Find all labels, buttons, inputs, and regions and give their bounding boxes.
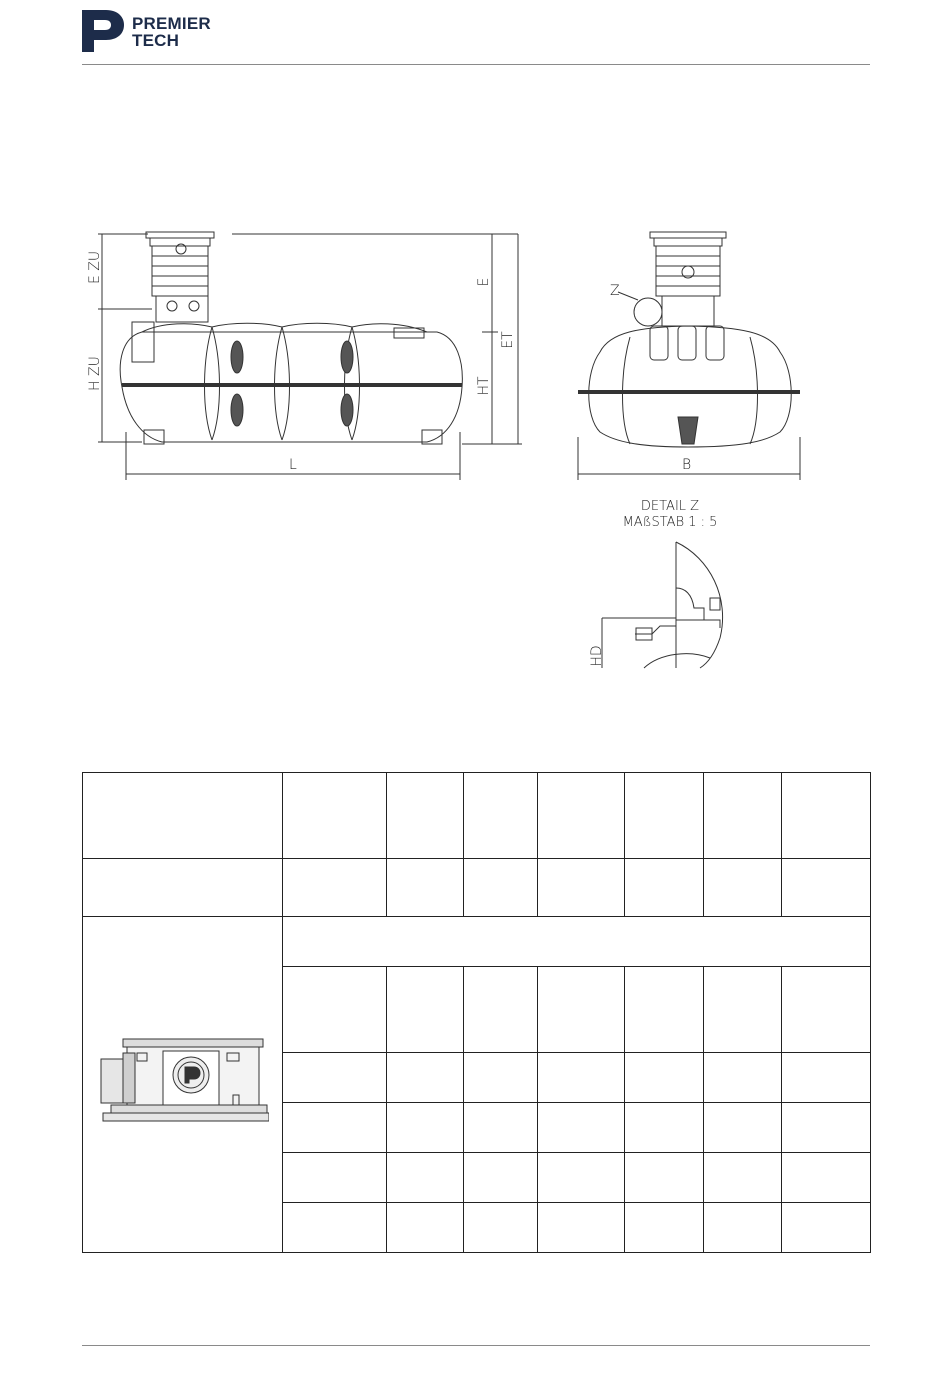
table-cell (704, 859, 782, 917)
specification-table (82, 772, 871, 1253)
table-cell (625, 1053, 704, 1103)
table-cell (625, 773, 704, 859)
premier-tech-logo-icon (82, 10, 126, 52)
table-cell (387, 859, 464, 917)
table-cell (283, 1153, 387, 1203)
product-image-cell (83, 917, 283, 1253)
dim-label-hd: HD (589, 645, 605, 667)
table-cell (538, 773, 625, 859)
dim-label-ht: HT (476, 376, 492, 396)
table-cell (782, 967, 871, 1053)
table-cell (283, 1203, 387, 1253)
table-section-row (83, 917, 871, 967)
table-cell (464, 773, 538, 859)
table-cell (283, 917, 871, 967)
table-cell (83, 859, 283, 917)
dim-label-et: ET (500, 331, 516, 349)
table-cell (538, 1153, 625, 1203)
table-cell (704, 1053, 782, 1103)
table-cell (782, 1203, 871, 1253)
table-header-row (83, 773, 871, 859)
table-cell (464, 1153, 538, 1203)
dim-label-e: E (476, 277, 492, 287)
table-cell (538, 967, 625, 1053)
table-cell (387, 773, 464, 859)
tank-side-view-drawing (82, 222, 532, 484)
brand-line-1: PREMIER (132, 14, 211, 33)
brand-name (132, 15, 211, 49)
table-cell (625, 1153, 704, 1203)
detail-scale: MAßSTAB 1 : 5 (622, 515, 718, 530)
table-cell (704, 773, 782, 859)
detail-title: DETAIL Z (640, 499, 700, 514)
dim-label-e-zu: E ZU (87, 250, 103, 284)
table-cell (387, 1153, 464, 1203)
table-cell (538, 859, 625, 917)
table-cell (538, 1053, 625, 1103)
table-cell (782, 1103, 871, 1153)
table-cell (538, 1203, 625, 1253)
table-cell (782, 1153, 871, 1203)
table-cell (283, 859, 387, 917)
table-cell (704, 1103, 782, 1153)
table-cell (464, 1103, 538, 1153)
header-divider (82, 64, 870, 65)
dim-label-h-zu: H ZU (87, 356, 103, 391)
table-cell (387, 967, 464, 1053)
table-cell (782, 1053, 871, 1103)
dim-label-l: L (289, 457, 297, 473)
brand-line-2: TECH (132, 31, 180, 50)
table-cell (464, 967, 538, 1053)
tank-front-view-drawing (570, 222, 810, 484)
table-cell (387, 1103, 464, 1153)
table-cell (283, 1053, 387, 1103)
table-cell (387, 1203, 464, 1253)
detail-callout-z: Z (610, 283, 620, 299)
table-cell (283, 967, 387, 1053)
table-cell (704, 1203, 782, 1253)
table-cell (538, 1103, 625, 1153)
table-cell (283, 773, 387, 859)
dim-label-b: B (682, 457, 692, 473)
table-cell (625, 1103, 704, 1153)
table-cell (283, 1103, 387, 1153)
table-cell (704, 1153, 782, 1203)
tank-cover-image (97, 1033, 269, 1131)
table-cell (625, 859, 704, 917)
table-cell (625, 967, 704, 1053)
table-cell (83, 773, 283, 859)
table-cell (782, 859, 871, 917)
table-cell (625, 1203, 704, 1253)
footer-divider (82, 1345, 870, 1346)
table-cell (464, 1203, 538, 1253)
table-row (83, 859, 871, 917)
table-cell (464, 859, 538, 917)
table-cell (387, 1053, 464, 1103)
table-cell (464, 1053, 538, 1103)
table-cell (704, 967, 782, 1053)
table-cell (782, 773, 871, 859)
